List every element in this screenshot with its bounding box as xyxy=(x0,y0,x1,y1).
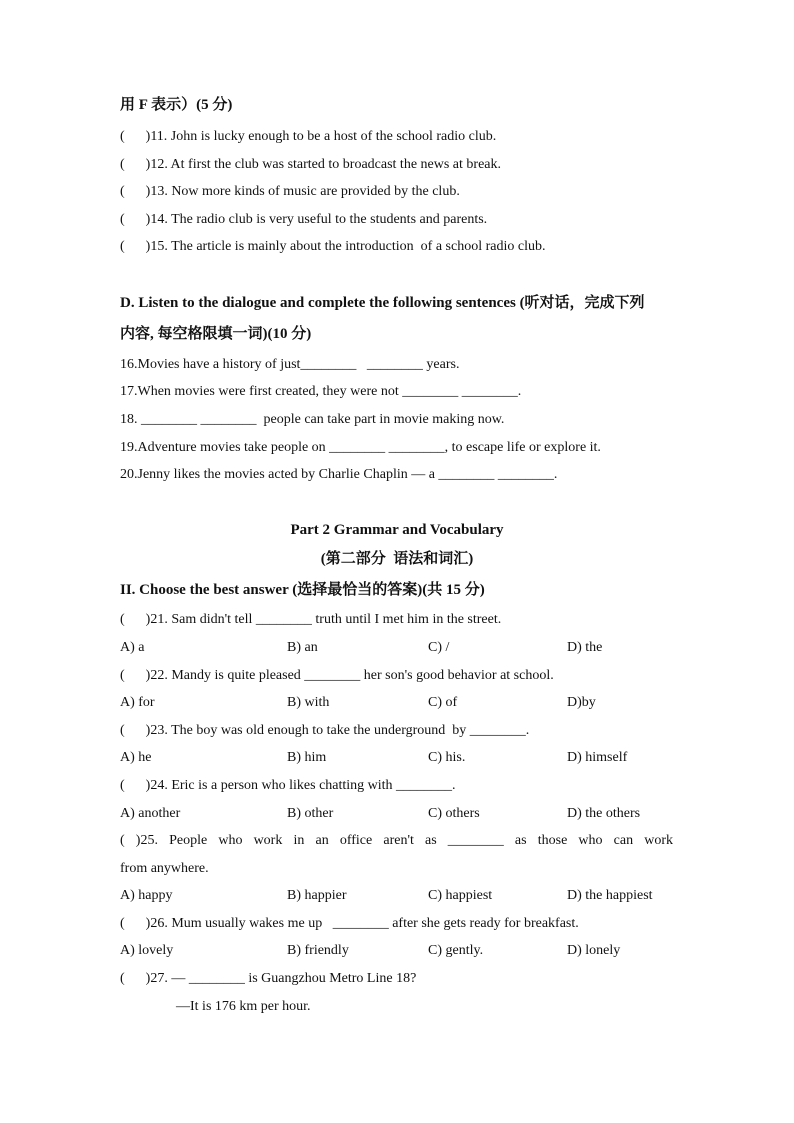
q25-option-c: C) happiest xyxy=(428,888,493,903)
q23-option-a: A) he xyxy=(120,750,152,765)
q25-option-d: D) the happiest xyxy=(567,888,653,903)
question-27-answer-line: —It is 176 km per hour. xyxy=(176,999,311,1014)
question-23-stem: ( )23. The boy was old enough to take the underground by ________. xyxy=(120,723,530,738)
part2-title: Part 2 Grammar and Vocabulary xyxy=(290,522,504,538)
q25-option-b: B) happier xyxy=(287,888,347,903)
q26-option-d: D) lonely xyxy=(567,943,621,958)
q23-option-b: B) him xyxy=(287,750,327,765)
section-c-instruction-tail: 用 F 表示）(5 分) xyxy=(120,97,233,113)
q21-option-d: D) the xyxy=(567,640,603,655)
q26-option-b: B) friendly xyxy=(287,943,349,958)
part2-subtitle: (第二部分 语法和词汇) xyxy=(320,551,474,567)
fill-item-18: 18. ________ ________ people can take part in movie making now. xyxy=(120,412,505,427)
q22-option-b: B) with xyxy=(287,695,330,710)
q22-option-c: C) of xyxy=(428,695,458,710)
question-21-stem: ( )21. Sam didn't tell ________ truth until I met him in the street. xyxy=(120,612,502,627)
fill-item-20: 20.Jenny likes the movies acted by Charlie Chaplin — a ________ ________. xyxy=(120,467,558,482)
q24-option-b: B) other xyxy=(287,806,334,821)
question-26-stem: ( )26. Mum usually wakes me up ________ after she gets ready for breakfast. xyxy=(120,916,579,931)
q22-option-d: D)by xyxy=(567,695,596,710)
fill-item-19: 19.Adventure movies take people on ________ ________, to escape life or explore it. xyxy=(120,440,601,455)
section-d-heading: D. Listen to the dialogue and complete the following sentences (听对话，完成下列 xyxy=(120,295,645,311)
fill-item-17: 17.When movies were first created, they were not ________ ________. xyxy=(120,384,522,399)
tf-item-11: ( )11. John is lucky enough to be a host of the school radio club. xyxy=(120,129,497,144)
question-25-stem: ( )25. People who work in an office aren't as ________ as those who can work xyxy=(120,833,673,848)
q24-option-a: A) another xyxy=(120,806,181,821)
q21-option-b: B) an xyxy=(287,640,318,655)
q23-option-d: D) himself xyxy=(567,750,628,765)
q22-option-a: A) for xyxy=(120,695,155,710)
section-ii-heading: II. Choose the best answer (选择最恰当的答案)(共 15 分) xyxy=(120,582,485,598)
question-22-stem: ( )22. Mandy is quite pleased ________ her son's good behavior at school. xyxy=(120,668,554,683)
question-25-stem-cont: from anywhere. xyxy=(120,861,209,876)
q26-option-c: C) gently. xyxy=(428,943,484,958)
q21-option-a: A) a xyxy=(120,640,145,655)
section-d-heading-cont: 内容, 每空格限填一词)(10 分) xyxy=(120,326,312,342)
tf-item-12: ( )12. At first the club was started to broadcast the news at break. xyxy=(120,157,502,172)
tf-item-13: ( )13. Now more kinds of music are provided by the club. xyxy=(120,184,460,199)
q25-option-a: A) happy xyxy=(120,888,173,903)
tf-item-15: ( )15. The article is mainly about the introduction of a school radio club. xyxy=(120,239,546,254)
q26-option-a: A) lovely xyxy=(120,943,174,958)
q24-option-c: C) others xyxy=(428,806,480,821)
fill-item-16: 16.Movies have a history of just________ ________ years. xyxy=(120,357,460,372)
q23-option-c: C) his. xyxy=(428,750,466,765)
q21-option-c: C) / xyxy=(428,640,450,655)
tf-item-14: ( )14. The radio club is very useful to the students and parents. xyxy=(120,212,488,227)
question-24-stem: ( )24. Eric is a person who likes chatting with ________. xyxy=(120,778,456,793)
question-27-stem: ( )27. — ________ is Guangzhou Metro Line 18? xyxy=(120,971,417,986)
q24-option-d: D) the others xyxy=(567,806,641,821)
